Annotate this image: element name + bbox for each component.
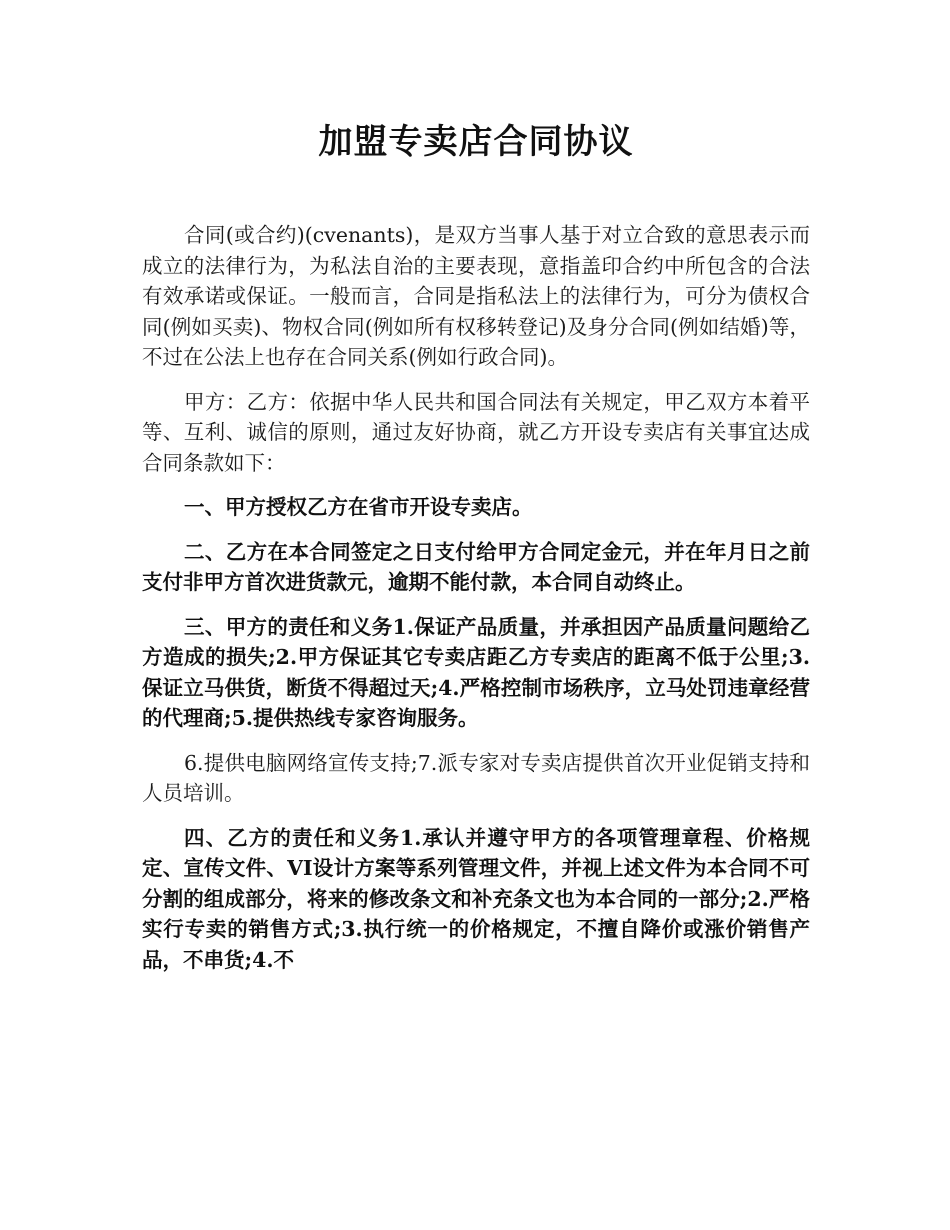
clause-2: 二、乙方在本合同签定之日支付给甲方合同定金元，并在年月日之前支付非甲方首次进货款元，逾期不能付款，本合同自动终止。 — [142, 539, 810, 594]
document-page — [142, 112, 810, 989]
clause-3: 三、甲方的责任和义务1.保证产品质量，并承担因产品质量问题给乙方造成的损失;2.甲方保证其它专卖店距乙方专卖店的距离不低于公里;3.保证立马供货，断货不得超过天;4.严格控制市场秩序，立马处罚违章经营的代理商;5.提供热线专家咨询服务。 — [142, 614, 810, 730]
paragraph-parties: 甲方：乙方：依据中华人民共和国合同法有关规定，甲乙双方本着平等、互利、诚信的原则，通过友好协商，就乙方开设专卖店有关事宜达成合同条款如下： — [142, 389, 810, 475]
document-title: 加盟专卖店合同协议 — [318, 122, 634, 162]
clause-1: 一、甲方授权乙方在省市开设专卖店。 — [184, 495, 533, 519]
clause-4: 四、乙方的责任和义务1.承认并遵守甲方的各项管理章程、价格规定、宣传文件、VI设计方案等系列管理文件，并视上述文件为本合同不可分割的组成部分，将来的修改条文和补充条文也为本合同的一部分;2.严格实行专卖的销售方式;3.执行统一的价格规定，不擅自降价或涨价销售产品，不串货;4.不 — [142, 825, 810, 972]
paragraph-intro: 合同(或合约)(cvenants)，是双方当事人基于对立合致的意思表示而成立的法律行为，为私法自治的主要表现，意指盖印合约中所包含的合法有效承诺或保证。一般而言，合同是指私法上的法律行为，可分为债权合同(例如买卖)、物权合同(例如所有权移转登记)及身分合同(例如结婚)等，不过在公法上也存在合同关系(例如行政合同)。 — [142, 223, 810, 369]
clause-3-continued: 6.提供电脑网络宣传支持;7.派专家对专卖店提供首次开业促销支持和人员培训。 — [142, 750, 810, 805]
